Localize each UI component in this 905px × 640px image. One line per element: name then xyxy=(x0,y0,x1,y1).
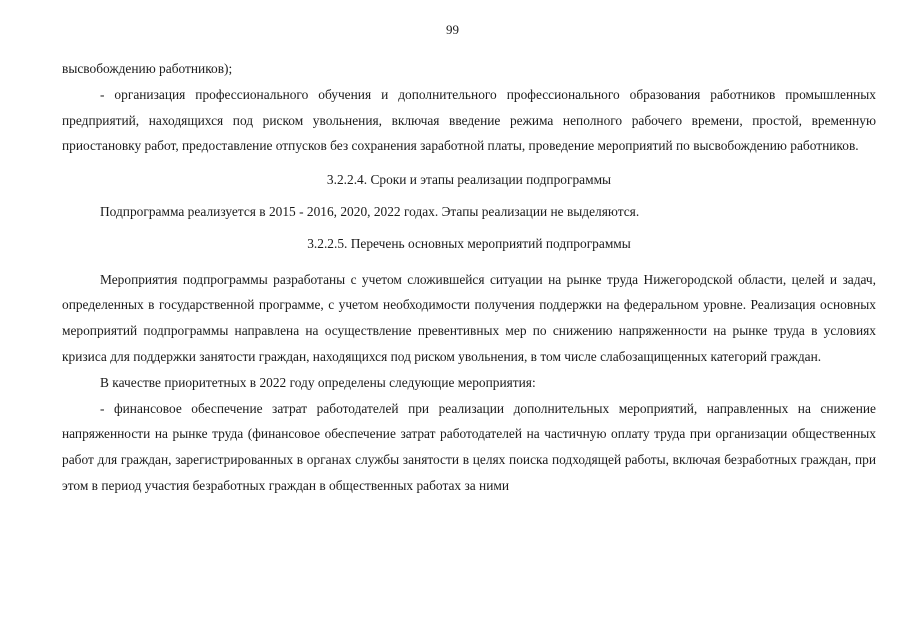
paragraph-timeline: Подпрограмма реализуется в 2015 - 2016, 2020, 2022 годах. Этапы реализации не выделяются. xyxy=(100,203,640,219)
page-number: 99 xyxy=(446,22,459,37)
paragraph-continuation: высвобождению работников); xyxy=(62,61,233,76)
section-heading-timeline: 3.2.2.4. Сроки и этапы реализации подпрограммы xyxy=(326,172,612,188)
document-body xyxy=(62,56,876,499)
section-heading-measures: 3.2.2.5. Перечень основных мероприятий подпрограммы xyxy=(307,235,631,251)
paragraph-training-item: - организация профессионального обучения и дополнительного профессионального образования работников промышленных предприятий, находящихся под риском увольнения, включая введение режима неполного рабочего времени, простой, временную приостановку работ, предоставление отпусков без сохранения заработной платы, проведение мероприятий по высвобождению работников. xyxy=(62,86,876,154)
paragraph-priorities: В качестве приоритетных в 2022 году определены следующие мероприятия: xyxy=(100,374,536,390)
paragraph-financing-item: - финансовое обеспечение затрат работодателей при реализации дополнительных мероприятий, направленных на снижение напряженности на рынке труда (финансовое обеспечение затрат работодателей на частичную оплату труда при организации общественных работ для граждан, зарегистрированных в органах службы занятости в целях поиска подходящей работы, включая безработных граждан, при этом в период участия безработных граждан в общественных работах за ними xyxy=(62,400,876,493)
paragraph-measures: Мероприятия подпрограммы разработаны с учетом сложившейся ситуации на рынке труда Нижегородской области, целей и задач, определенных в государственной программе, с учетом необходимости получения поддержки на федеральном уровне. Реализация основных мероприятий подпрограммы направлена на осуществление превентивных мер по снижению напряженности на рынке труда в условиях кризиса для поддержки занятости граждан, находящихся под риском увольнения, в том числе слабозащищенных категорий граждан. xyxy=(62,271,876,364)
